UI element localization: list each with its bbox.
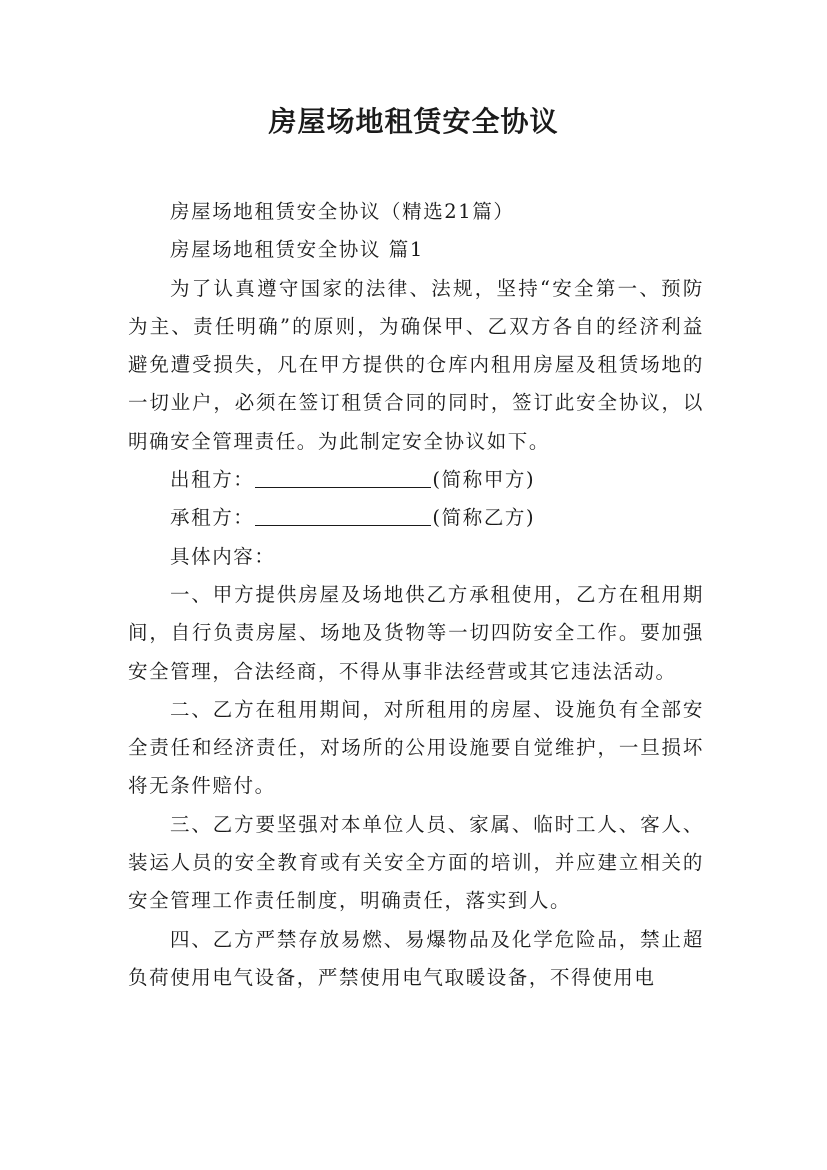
lessor-blank: [255, 467, 431, 488]
clause-1: 一、甲方提供房屋及场地供乙方承租使用，乙方在租用期间，自行负责房屋、场地及货物等一切四防安全工作。要加强安全管理，合法经商，不得从事非法经营或其它违法活动。: [128, 582, 704, 683]
lessor-suffix: (简称甲方): [432, 468, 536, 492]
document-title: 房屋场地租赁安全协议: [268, 105, 559, 138]
lessee-blank: [255, 505, 431, 526]
lessor-label: 出租方：: [170, 468, 255, 492]
clause-3: 三、乙方要坚强对本单位人员、家属、临时工人、客人、装运人员的安全教育或有关安全方面的培训，并应建立相关的安全管理工作责任制度，明确责任，落实到人。: [128, 812, 704, 913]
lessor-line: [128, 461, 704, 499]
intro-paragraph: 为了认真遵守国家的法律、法规，坚持“安全第一、预防为主、责任明确”的原则，为确保甲、乙双方各自的经济利益避免遭受损失，凡在甲方提供的仓库内租用房屋及租赁场地的一切业户，必须在签订租赁合同的同时，签订此安全协议，以明确安全管理责任。为此制定安全协议如下。: [128, 276, 704, 453]
lessee-suffix: (简称乙方): [432, 506, 536, 530]
clause-4: 四、乙方严禁存放易燃、易爆物品及化学危险品，禁止超负荷使用电气设备，严禁使用电气取暖设备，不得使用电: [128, 927, 704, 989]
content-label: 具体内容：: [170, 544, 276, 568]
section-heading: 房屋场地租赁安全协议 篇1: [170, 238, 424, 262]
lessee-label: 承租方：: [170, 506, 255, 530]
subtitle: 房屋场地租赁安全协议（精选21篇）: [170, 200, 515, 223]
lessee-line: [128, 499, 704, 537]
document-body: [128, 193, 704, 997]
clause-2: 二、乙方在租用期间，对所租用的房屋、设施负有全部安全责任和经济责任，对场所的公用设施要自觉维护，一旦损坏将无条件赔付。: [128, 697, 704, 798]
